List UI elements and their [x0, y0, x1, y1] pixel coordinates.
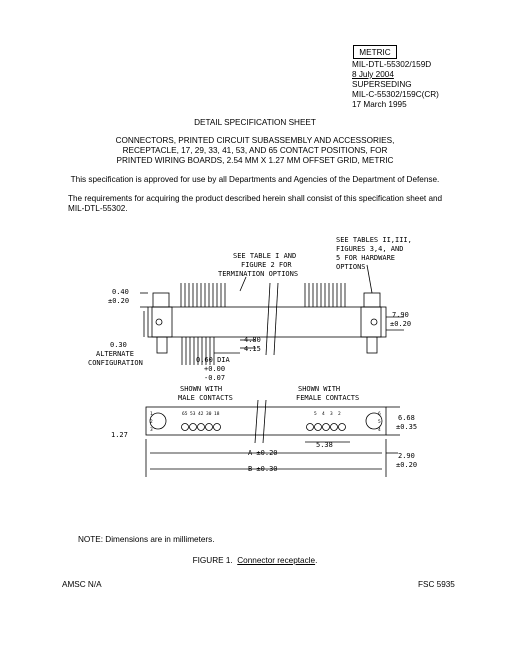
dimension-label: +0.00	[204, 365, 226, 373]
figure-label: FIGURE 1.	[192, 556, 233, 565]
title-line: CONNECTORS, PRINTED CIRCUIT SUBASSEMBLY AND ACCESSORIES,	[115, 136, 395, 145]
pin-number: 42	[198, 412, 204, 417]
pin-number: 65	[182, 412, 188, 417]
dimension-label: 7.90	[392, 311, 409, 319]
dimensions-note: NOTE: Dimensions are in millimeters.	[78, 535, 215, 544]
view-label-female: SHOWN WITH	[298, 385, 341, 393]
pin-number: 1	[150, 412, 153, 417]
document-info	[352, 60, 439, 110]
pin-number: 3	[150, 428, 153, 433]
pin-number: 2	[150, 420, 153, 425]
figure-title: Connector receptacle	[237, 556, 316, 565]
dimension-label: ALTERNATE	[96, 350, 134, 358]
pin-number: 5	[378, 420, 381, 425]
callout-table-line: SEE TABLE I AND	[233, 252, 297, 260]
pin-number: 30	[206, 412, 212, 417]
callout-hardware-line: OPTIONS	[336, 263, 366, 271]
superseding-label: SUPERSEDING	[352, 80, 412, 89]
dimension-label: ±0.20	[390, 320, 412, 328]
pin-number: 53	[190, 412, 196, 417]
dimension-label: ±0.20	[396, 461, 418, 469]
dimension-label: 5.38	[316, 441, 333, 449]
footer-fsc: FSC 5935	[418, 580, 455, 589]
dimension-label: ±0.20	[108, 297, 130, 305]
requirements-line: The requirements for acquiring the product described herein shall consist of this specification sheet and	[68, 194, 443, 203]
approval-statement: This specification is approved for use by all Departments and Agencies of the Department of Defense.	[70, 175, 440, 184]
callout-table-line: TERMINATION OPTIONS	[218, 270, 299, 278]
sheet-title: DETAIL SPECIFICATION SHEET	[194, 118, 316, 127]
dimension-label: 4.15	[244, 345, 261, 353]
hardware-post-left	[153, 293, 169, 307]
dimension-label: 1.27	[111, 431, 128, 439]
dimension-label: 6.68	[398, 414, 415, 422]
callout-table-line: FIGURE 2 FOR	[241, 261, 292, 269]
callout-hardware-line: FIGURES 3,4, AND	[336, 245, 404, 253]
pin-number: 4	[378, 428, 381, 433]
callout-hardware-line: SEE TABLES II,III,	[336, 236, 412, 244]
pin-number: 2	[338, 412, 341, 417]
pin-number: 4	[322, 412, 325, 417]
contact-row-female	[307, 424, 346, 431]
superseded-document: MIL-C-55302/159C(CR)	[352, 90, 439, 99]
dimension-label: 2.90	[398, 452, 415, 460]
dimension-label: 4.80	[244, 336, 261, 344]
view-label-female: FEMALE CONTACTS	[296, 394, 360, 402]
dimension-label: -0.07	[204, 374, 226, 382]
pin-number: 5	[314, 412, 317, 417]
requirements-line: MIL-DTL-55302.	[68, 204, 128, 213]
pin-number: 6	[378, 412, 381, 417]
dimension-label: CONFIGURATION	[88, 359, 143, 367]
dimension-label: A ±0.20	[248, 449, 278, 457]
contact-row-male	[182, 424, 221, 431]
figure-caption	[0, 556, 510, 565]
document-date: 8 July 2004	[352, 70, 394, 79]
callout-hardware-line: 5 FOR HARDWARE	[336, 254, 396, 262]
footer-amsc: AMSC N/A	[62, 580, 102, 589]
figure-title-period: .	[315, 556, 318, 565]
title-line: PRINTED WIRING BOARDS, 2.54 MM X 1.27 MM OFFSET GRID, METRIC	[116, 156, 394, 165]
dimension-label: ±0.35	[396, 423, 418, 431]
dimension-label: 0.30	[110, 341, 127, 349]
dimension-label: B ±0.30	[248, 465, 278, 473]
specification-title	[0, 136, 510, 166]
requirements-paragraph	[68, 194, 448, 214]
document-number: MIL-DTL-55302/159D	[352, 60, 432, 69]
dimension-label: 0.60 DIA	[196, 356, 230, 364]
terminal-group-right	[305, 283, 345, 307]
view-label-male: MALE CONTACTS	[178, 394, 233, 402]
metric-label-box: METRIC	[353, 45, 397, 59]
connector-drawing	[0, 225, 510, 480]
terminal-group-left	[181, 283, 225, 307]
pin-number: 3	[330, 412, 333, 417]
view-label-male: SHOWN WITH	[180, 385, 223, 393]
title-line: RECEPTACLE, 17, 29, 33, 41, 53, AND 65 CONTACT POSITIONS, FOR	[122, 146, 388, 155]
hardware-post-right	[364, 293, 380, 307]
pin-number: 18	[214, 412, 220, 417]
superseded-date: 17 March 1995	[352, 100, 407, 109]
dimension-label: 0.40	[112, 288, 129, 296]
